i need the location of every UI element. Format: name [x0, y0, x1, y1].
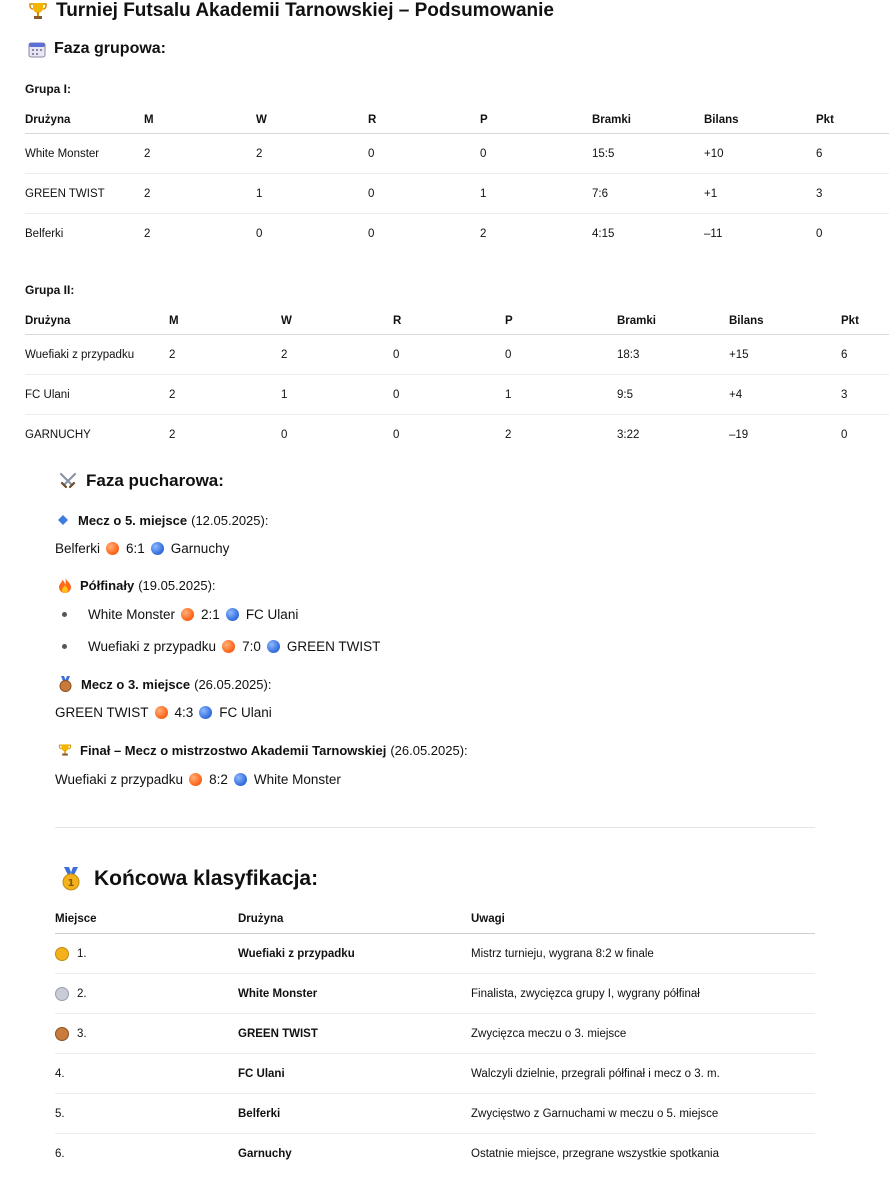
col-header: P [480, 107, 592, 134]
note-cell: Zwycięzca meczu o 3. miejsce [471, 1014, 815, 1054]
cell: 0 [393, 428, 400, 441]
place-cell [55, 1014, 238, 1054]
cell: 9:5 [617, 375, 729, 415]
note-cell: Walczyli dzielnie, przegrali półfinał i mecz o 3. m. [471, 1054, 815, 1094]
col-header: Drużyna [25, 107, 144, 134]
semifinals-date: (19.05.2025): [138, 577, 216, 593]
table-row [25, 174, 889, 214]
cell: Wuefiaki z przypadku [25, 335, 169, 375]
score: 6:1 [126, 540, 145, 556]
cell: GARNUCHY [25, 428, 91, 441]
cell: 1 [480, 174, 592, 214]
cell: 0 [256, 227, 263, 240]
home-team: Wuefiaki z przypadku [88, 638, 217, 654]
semifinal-match-1 [62, 605, 298, 623]
third-place-label: Mecz o 3. miejsce [81, 676, 191, 692]
bronze-medal-icon [55, 1027, 69, 1041]
final-match [55, 770, 341, 788]
note-cell: Ostatnie miejsce, przegrane wszystkie spotkania [471, 1147, 719, 1160]
table-row [55, 1014, 815, 1054]
col-header: Drużyna [238, 905, 471, 934]
cell: 2 [505, 428, 512, 441]
cell: FC Ulani [25, 375, 169, 415]
team-cell: Wuefiaki z przypadku [238, 934, 471, 974]
home-team: White Monster [88, 606, 176, 622]
home-team: Belferki [55, 540, 101, 556]
cell: 2 [281, 335, 393, 375]
note-cell: Mistrz turnieju, wygrana 8:2 w finale [471, 934, 815, 974]
fifth-place-heading [58, 511, 268, 529]
col-header: P [505, 308, 617, 335]
cell: +1 [704, 174, 816, 214]
cell: 18:3 [617, 335, 729, 375]
place: 3. [77, 1027, 87, 1040]
gold-medal-icon [55, 947, 69, 961]
fifth-place-date: (12.05.2025): [191, 512, 269, 528]
table-row [55, 934, 815, 974]
place: 1. [77, 947, 87, 960]
group-phase-heading [28, 38, 166, 60]
blue-circle-icon [234, 773, 247, 786]
col-header: Miejsce [55, 905, 238, 934]
fifth-place-match [55, 539, 229, 557]
team-cell: Garnuchy [238, 1147, 292, 1160]
third-place-date: (26.05.2025): [194, 676, 272, 692]
col-header: Pkt [816, 107, 889, 134]
table-row [25, 335, 889, 375]
cell: 15:5 [592, 134, 704, 174]
cell: +10 [704, 134, 816, 174]
final-standings-table [55, 905, 815, 1173]
col-header: M [144, 107, 256, 134]
group-2-label: Grupa II: [25, 283, 75, 297]
blue-circle-icon [226, 608, 239, 621]
cell: 1 [281, 375, 393, 415]
table-header-row [25, 107, 889, 134]
col-header: R [393, 308, 505, 335]
cell: 2 [144, 174, 256, 214]
page-title [28, 0, 554, 22]
orange-circle-icon [106, 542, 119, 555]
cell: –19 [729, 428, 749, 441]
orange-circle-icon [222, 640, 235, 653]
cell: 0 [393, 335, 505, 375]
score: 8:2 [209, 771, 228, 787]
away-team: FC Ulani [245, 606, 299, 622]
cell: 0 [281, 428, 288, 441]
silver-medal-icon [55, 987, 69, 1001]
away-team: Garnuchy [170, 540, 230, 556]
page-title-text: Turniej Futsalu Akademii Tarnowskiej – Podsumowanie [56, 0, 554, 21]
place: 2. [77, 987, 87, 1000]
place-cell: 6. [55, 1147, 65, 1160]
orange-circle-icon [181, 608, 194, 621]
orange-circle-icon [155, 706, 168, 719]
cell: +15 [729, 335, 841, 375]
cell: 2 [144, 134, 256, 174]
final-standings-heading-text: Końcowa klasyfikacja: [94, 867, 319, 890]
score: 4:3 [174, 704, 194, 720]
cell: 3:22 [617, 428, 640, 441]
team-cell: Belferki [238, 1094, 471, 1134]
col-header: W [281, 308, 393, 335]
away-team: GREEN TWIST [286, 638, 381, 654]
trophy-icon [28, 1, 48, 21]
group-2-table [25, 308, 889, 454]
place-cell: 5. [55, 1094, 238, 1134]
crossed-swords-icon [58, 471, 78, 491]
col-header: M [169, 308, 281, 335]
col-header: Bramki [617, 308, 729, 335]
third-place-heading [58, 675, 271, 693]
note-cell: Finalista, zwycięzca grupy I, wygrany półfinał [471, 974, 815, 1014]
cell: 0 [841, 428, 848, 441]
cell: 0 [393, 375, 505, 415]
fifth-place-label: Mecz o 5. miejsce [78, 512, 188, 528]
group-1-table [25, 107, 889, 253]
col-header: Bramki [592, 107, 704, 134]
blue-diamond-icon [58, 515, 68, 525]
cell: 2 [144, 227, 151, 240]
cell: 3 [816, 174, 889, 214]
away-team: White Monster [253, 771, 341, 787]
table-row [55, 974, 815, 1014]
table-row [55, 1054, 815, 1094]
cell: 2 [169, 428, 176, 441]
cell: 1 [505, 375, 617, 415]
cell: 2 [169, 335, 281, 375]
score: 2:1 [201, 606, 220, 622]
table-row [25, 214, 889, 254]
final-label: Finał – Mecz o mistrzostwo Akademii Tarnowskiej [80, 742, 387, 758]
away-team: FC Ulani [219, 704, 272, 720]
table-row [55, 1134, 815, 1174]
table-row [25, 375, 889, 415]
col-header: Drużyna [25, 308, 169, 335]
score: 7:0 [242, 638, 261, 654]
bullet-icon [62, 644, 67, 649]
trophy-icon [58, 743, 72, 757]
cell: 1 [256, 174, 368, 214]
semifinals-label: Półfinały [80, 577, 135, 593]
table-row [25, 415, 889, 455]
cell: 2 [480, 227, 487, 240]
col-header: W [256, 107, 368, 134]
blue-circle-icon [151, 542, 164, 555]
home-team: Wuefiaki z przypadku [55, 771, 184, 787]
cell: 0 [368, 227, 375, 240]
final-heading [58, 741, 468, 759]
third-place-match [55, 703, 272, 721]
blue-circle-icon [199, 706, 212, 719]
team-cell: GREEN TWIST [238, 1014, 471, 1054]
place-cell: 4. [55, 1054, 238, 1094]
cell: 6 [816, 134, 889, 174]
team-cell: FC Ulani [238, 1054, 471, 1094]
place-cell [55, 934, 238, 974]
blue-circle-icon [267, 640, 280, 653]
group-1-label: Grupa I: [25, 82, 72, 96]
bullet-icon [62, 612, 67, 617]
cell: 0 [816, 227, 823, 240]
final-date: (26.05.2025): [390, 742, 468, 758]
cell: 3 [841, 375, 889, 415]
cell: 7:6 [592, 174, 704, 214]
table-row [55, 1094, 815, 1134]
col-header: Bilans [729, 308, 841, 335]
fire-icon [58, 577, 72, 593]
knockout-heading-text: Faza pucharowa: [86, 471, 224, 490]
place-cell [55, 974, 238, 1014]
cell: GREEN TWIST [25, 174, 144, 214]
cell: 0 [368, 134, 480, 174]
home-team: GREEN TWIST [55, 704, 149, 720]
cell: –11 [704, 227, 723, 240]
knockout-heading [58, 469, 224, 493]
table-header-row [55, 905, 815, 934]
cell: White Monster [25, 134, 144, 174]
bronze-medal-icon [58, 676, 73, 692]
cell: 2 [169, 375, 281, 415]
calendar-icon [28, 40, 46, 58]
group-phase-heading-text: Faza grupowa: [54, 40, 167, 57]
svg-text:1: 1 [67, 878, 75, 889]
gold-medal-icon [60, 867, 82, 891]
semifinal-match-2 [62, 637, 380, 655]
team-cell: White Monster [238, 974, 471, 1014]
section-divider [55, 827, 815, 828]
cell: 4:15 [592, 227, 615, 240]
cell: Belferki [25, 227, 64, 240]
cell: 0 [480, 134, 592, 174]
table-header-row [25, 308, 889, 335]
note-cell: Zwycięstwo z Garnuchami w meczu o 5. miejsce [471, 1094, 815, 1134]
cell: 2 [256, 134, 368, 174]
cell: 6 [841, 335, 889, 375]
cell: 0 [505, 335, 617, 375]
col-header: Bilans [704, 107, 816, 134]
table-row [25, 134, 889, 174]
cell: +4 [729, 375, 841, 415]
semifinals-heading [58, 576, 216, 594]
col-header: Pkt [841, 308, 889, 335]
cell: 0 [368, 174, 480, 214]
col-header: R [368, 107, 480, 134]
orange-circle-icon [189, 773, 202, 786]
col-header: Uwagi [471, 905, 815, 934]
final-standings-heading [60, 865, 318, 893]
